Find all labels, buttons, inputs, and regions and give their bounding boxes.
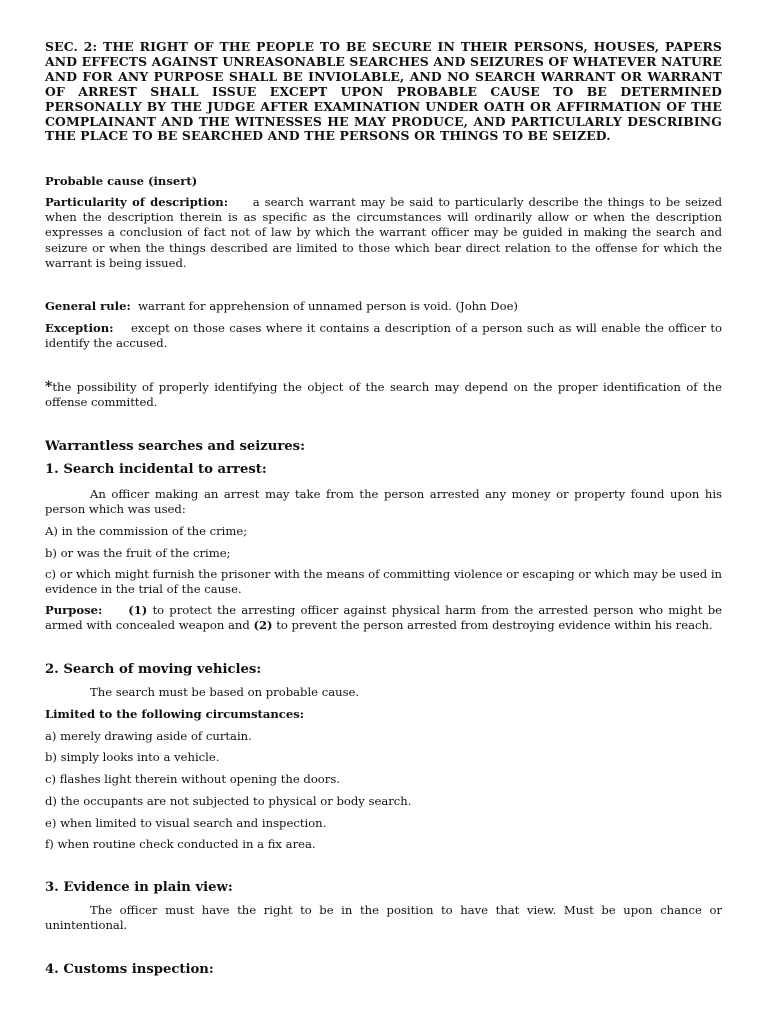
list-item: b) simply looks into a vehicle. (45, 750, 220, 764)
list-item: d) the occupants are not subjected to physical or body search. (45, 794, 412, 808)
warrantless-heading: Warrantless searches and seizures: (45, 439, 305, 454)
list-item: c) or which might furnish the prisoner with the means of committing violence or escaping or which may be used in evidence in the trial of the cause. (45, 567, 722, 597)
customs-inspection-heading: 4. Customs inspection: (45, 962, 214, 977)
search-incidental-heading: 1. Search incidental to arrest: (45, 462, 267, 477)
purpose-text-2: to prevent the person arrested from destroying evidence within his reach. (276, 618, 713, 633)
list-item: A) in the commission of the crime; (45, 524, 248, 538)
general-rule-label: General rule: (45, 299, 131, 313)
list-item: f) when routine check conducted in a fix area. (45, 837, 316, 851)
note-paragraph (45, 380, 722, 410)
probable-cause-heading: Probable cause (insert) (45, 174, 198, 188)
purpose-label: Purpose: (45, 603, 103, 617)
exception-paragraph (45, 321, 722, 351)
purpose-number-1: (1) (128, 603, 148, 617)
purpose-paragraph (45, 603, 722, 633)
section-heading: SEC. 2: THE RIGHT OF THE PEOPLE TO BE SECURE IN THEIR PERSONS, HOUSES, PAPERS AND EFFECTS AGAINST UNREASONABLE SEARCHES AND SEIZURES OF WHATEVER NATURE AND FOR ANY PURPOSE SHALL BE INVIOLABLE, AND NO SEARCH WARRANT OR WARRANT OF ARREST SHALL ISSUE EXCEPT UPON PROBABLE CAUSE TO BE DETERMINED PERSONALLY BY THE JUDGE AFTER EXAMINATION UNDER OATH OR AFFIRMATION OF THE COMPLAINANT AND THE WITNESSES HE MAY PRODUCE, AND PARTICULARLY DESCRIBING THE PLACE TO BE SEARCHED AND THE PERSONS OR THINGS TO BE SEIZED. (45, 39, 722, 144)
particularity-paragraph (45, 195, 722, 271)
moving-vehicles-intro: The search must be based on probable cause. (90, 685, 360, 699)
limited-circumstances-label: Limited to the following circumstances: (45, 707, 305, 721)
list-item: c) flashes light therein without opening the doors. (45, 772, 340, 786)
plain-view-heading: 3. Evidence in plain view: (45, 880, 233, 895)
note-text: the possibility of properly identifying the object of the search may depend on the proper identification of the offense committed. (45, 380, 722, 410)
exception-text: except on those cases where it contains a description of a person such as will enable the officer to identify the accused. (45, 321, 722, 351)
list-item: a) merely drawing aside of curtain. (45, 729, 252, 743)
search-incidental-intro: An officer making an arrest may take from the person arrested any money or property found upon his person which was used: (45, 487, 722, 517)
particularity-text: a search warrant may be said to particularly describe the things to be seized when the description therein is as specific as the circumstances will ordinarily allow or when the description expresses a conclusion of fact not of law by which the warrant officer may be guided in making the search and seizure or when the things described are limited to those which bear direct relation to the offense for which the warrant is being issued. (45, 195, 722, 270)
exception-label: Exception: (45, 321, 114, 335)
plain-view-text: The officer must have the right to be in the position to have that view. Must be upon chance or unintentional. (45, 903, 722, 933)
general-rule-text: warrant for apprehension of unnamed person is void. (John Doe) (138, 299, 518, 313)
particularity-label: Particularity of description: (45, 195, 229, 209)
list-item: b) or was the fruit of the crime; (45, 546, 231, 560)
note-star: * (45, 379, 53, 395)
purpose-number-2: (2) (253, 618, 273, 633)
purpose-text-1: to protect the arresting officer against physical harm from the arrested person who might be armed with concealed weapon and (45, 603, 722, 633)
list-item: e) when limited to visual search and inspection. (45, 816, 327, 830)
general-rule-paragraph (45, 299, 722, 314)
moving-vehicles-heading: 2. Search of moving vehicles: (45, 662, 262, 677)
